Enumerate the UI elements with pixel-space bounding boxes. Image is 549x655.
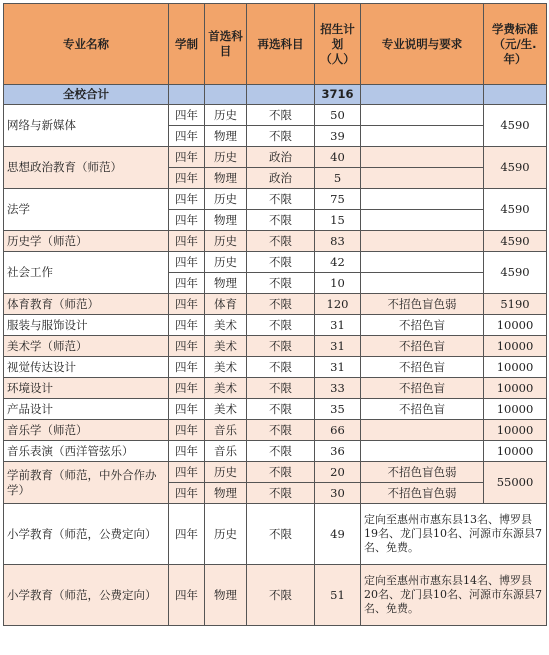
second-subject-cell: 不限 bbox=[247, 210, 315, 231]
notes-cell bbox=[361, 168, 484, 189]
first-subject-cell: 历史 bbox=[205, 147, 247, 168]
tuition-cell: 10000 bbox=[484, 357, 547, 378]
plan-cell: 33 bbox=[315, 378, 361, 399]
plan-cell: 75 bbox=[315, 189, 361, 210]
duration-cell: 四年 bbox=[169, 441, 205, 462]
second-subject-cell: 不限 bbox=[247, 189, 315, 210]
table-row bbox=[4, 231, 547, 252]
notes-cell: 不招色盲 bbox=[361, 315, 484, 336]
duration-cell: 四年 bbox=[169, 483, 205, 504]
plan-cell: 51 bbox=[315, 565, 361, 626]
table-row bbox=[4, 252, 547, 273]
first-subject-cell: 音乐 bbox=[205, 420, 247, 441]
table-row bbox=[4, 189, 547, 210]
notes-cell: 定向至惠州市惠东县13名、博罗县19名、龙门县10名、河源市东源县7名、免费。 bbox=[361, 504, 547, 565]
second-subject-cell: 不限 bbox=[247, 231, 315, 252]
notes-cell: 不招色盲 bbox=[361, 399, 484, 420]
duration-cell: 四年 bbox=[169, 105, 205, 126]
table-row bbox=[4, 315, 547, 336]
notes-cell bbox=[361, 252, 484, 273]
header-first-subject: 首选科目 bbox=[205, 4, 247, 85]
plan-cell: 10 bbox=[315, 273, 361, 294]
duration-cell: 四年 bbox=[169, 189, 205, 210]
table-row bbox=[4, 565, 547, 626]
plan-cell: 49 bbox=[315, 504, 361, 565]
header-plan: 招生计划（人） bbox=[315, 4, 361, 85]
tuition-cell: 10000 bbox=[484, 441, 547, 462]
duration-cell: 四年 bbox=[169, 378, 205, 399]
first-subject-cell: 美术 bbox=[205, 378, 247, 399]
duration-cell: 四年 bbox=[169, 357, 205, 378]
duration-cell: 四年 bbox=[169, 126, 205, 147]
second-subject-cell: 不限 bbox=[247, 378, 315, 399]
plan-cell: 36 bbox=[315, 441, 361, 462]
tuition-cell: 4590 bbox=[484, 231, 547, 252]
plan-cell: 40 bbox=[315, 147, 361, 168]
plan-cell: 83 bbox=[315, 231, 361, 252]
second-subject-cell: 政治 bbox=[247, 147, 315, 168]
tuition-cell: 55000 bbox=[484, 462, 547, 504]
duration-cell: 四年 bbox=[169, 462, 205, 483]
plan-cell: 31 bbox=[315, 336, 361, 357]
second-subject-cell: 不限 bbox=[247, 483, 315, 504]
second-subject-cell: 不限 bbox=[247, 126, 315, 147]
header-row bbox=[4, 4, 547, 85]
first-subject-cell: 美术 bbox=[205, 315, 247, 336]
table-row bbox=[4, 504, 547, 565]
duration-cell: 四年 bbox=[169, 231, 205, 252]
plan-cell: 20 bbox=[315, 462, 361, 483]
tuition-cell: 10000 bbox=[484, 399, 547, 420]
duration-cell: 四年 bbox=[169, 336, 205, 357]
notes-cell: 不招色盲 bbox=[361, 336, 484, 357]
total-value: 3716 bbox=[315, 85, 361, 105]
major-name: 社会工作 bbox=[4, 252, 169, 294]
first-subject-cell: 物理 bbox=[205, 126, 247, 147]
first-subject-cell: 历史 bbox=[205, 504, 247, 565]
duration-cell: 四年 bbox=[169, 315, 205, 336]
table-row bbox=[4, 147, 547, 168]
first-subject-cell: 美术 bbox=[205, 399, 247, 420]
notes-cell: 不招色盲色弱 bbox=[361, 483, 484, 504]
major-name: 服装与服饰设计 bbox=[4, 315, 169, 336]
major-name: 小学教育（师范，公费定向） bbox=[4, 565, 169, 626]
duration-cell: 四年 bbox=[169, 504, 205, 565]
plan-cell: 30 bbox=[315, 483, 361, 504]
table-row bbox=[4, 336, 547, 357]
table-row bbox=[4, 378, 547, 399]
plan-cell: 31 bbox=[315, 315, 361, 336]
major-name: 音乐表演（西洋管弦乐） bbox=[4, 441, 169, 462]
notes-cell bbox=[361, 231, 484, 252]
major-name: 小学教育（师范，公费定向） bbox=[4, 504, 169, 565]
tuition-cell: 4590 bbox=[484, 105, 547, 147]
header-duration: 学制 bbox=[169, 4, 205, 85]
major-name: 历史学（师范） bbox=[4, 231, 169, 252]
header-second-subject: 再选科目 bbox=[247, 4, 315, 85]
plan-cell: 50 bbox=[315, 105, 361, 126]
plan-cell: 66 bbox=[315, 420, 361, 441]
notes-cell bbox=[361, 273, 484, 294]
first-subject-cell: 物理 bbox=[205, 483, 247, 504]
table-row bbox=[4, 399, 547, 420]
second-subject-cell: 不限 bbox=[247, 105, 315, 126]
major-name: 美术学（师范） bbox=[4, 336, 169, 357]
major-name: 网络与新媒体 bbox=[4, 105, 169, 147]
notes-cell: 不招色盲 bbox=[361, 378, 484, 399]
first-subject-cell: 历史 bbox=[205, 105, 247, 126]
plan-cell: 39 bbox=[315, 126, 361, 147]
admission-plan-table bbox=[3, 3, 547, 626]
second-subject-cell: 不限 bbox=[247, 399, 315, 420]
duration-cell: 四年 bbox=[169, 147, 205, 168]
second-subject-cell: 不限 bbox=[247, 273, 315, 294]
table-row bbox=[4, 105, 547, 126]
first-subject-cell: 历史 bbox=[205, 462, 247, 483]
notes-cell: 不招色盲色弱 bbox=[361, 462, 484, 483]
major-name: 学前教育（师范，中外合作办学） bbox=[4, 462, 169, 504]
notes-cell bbox=[361, 189, 484, 210]
major-name: 音乐学（师范） bbox=[4, 420, 169, 441]
tuition-cell: 4590 bbox=[484, 252, 547, 294]
tuition-cell: 5190 bbox=[484, 294, 547, 315]
first-subject-cell: 历史 bbox=[205, 231, 247, 252]
second-subject-cell: 不限 bbox=[247, 441, 315, 462]
second-subject-cell: 不限 bbox=[247, 357, 315, 378]
table-row bbox=[4, 294, 547, 315]
notes-cell: 不招色盲 bbox=[361, 357, 484, 378]
notes-cell bbox=[361, 420, 484, 441]
duration-cell: 四年 bbox=[169, 252, 205, 273]
duration-cell: 四年 bbox=[169, 399, 205, 420]
major-name: 思想政治教育（师范） bbox=[4, 147, 169, 189]
second-subject-cell: 不限 bbox=[247, 504, 315, 565]
major-name: 法学 bbox=[4, 189, 169, 231]
tuition-cell: 10000 bbox=[484, 378, 547, 399]
duration-cell: 四年 bbox=[169, 294, 205, 315]
header-tuition: 学费标准（元/生.年） bbox=[484, 4, 547, 85]
second-subject-cell: 不限 bbox=[247, 252, 315, 273]
duration-cell: 四年 bbox=[169, 168, 205, 189]
plan-cell: 15 bbox=[315, 210, 361, 231]
duration-cell: 四年 bbox=[169, 273, 205, 294]
duration-cell: 四年 bbox=[169, 565, 205, 626]
first-subject-cell: 体育 bbox=[205, 294, 247, 315]
duration-cell: 四年 bbox=[169, 210, 205, 231]
notes-cell bbox=[361, 126, 484, 147]
major-name: 体育教育（师范） bbox=[4, 294, 169, 315]
plan-cell: 35 bbox=[315, 399, 361, 420]
plan-cell: 120 bbox=[315, 294, 361, 315]
tuition-cell: 10000 bbox=[484, 315, 547, 336]
second-subject-cell: 政治 bbox=[247, 168, 315, 189]
tuition-cell: 10000 bbox=[484, 336, 547, 357]
first-subject-cell: 物理 bbox=[205, 565, 247, 626]
major-name: 视觉传达设计 bbox=[4, 357, 169, 378]
first-subject-cell: 美术 bbox=[205, 357, 247, 378]
second-subject-cell: 不限 bbox=[247, 315, 315, 336]
table-row bbox=[4, 462, 547, 483]
plan-cell: 5 bbox=[315, 168, 361, 189]
tuition-cell: 4590 bbox=[484, 189, 547, 231]
first-subject-cell: 美术 bbox=[205, 336, 247, 357]
duration-cell: 四年 bbox=[169, 420, 205, 441]
plan-cell: 31 bbox=[315, 357, 361, 378]
first-subject-cell: 音乐 bbox=[205, 441, 247, 462]
tuition-cell: 4590 bbox=[484, 147, 547, 189]
first-subject-cell: 物理 bbox=[205, 168, 247, 189]
notes-cell bbox=[361, 210, 484, 231]
total-label: 全校合计 bbox=[4, 85, 169, 105]
major-name: 环境设计 bbox=[4, 378, 169, 399]
first-subject-cell: 历史 bbox=[205, 189, 247, 210]
first-subject-cell: 物理 bbox=[205, 210, 247, 231]
notes-cell: 不招色盲色弱 bbox=[361, 294, 484, 315]
first-subject-cell: 物理 bbox=[205, 273, 247, 294]
second-subject-cell: 不限 bbox=[247, 336, 315, 357]
header-notes: 专业说明与要求 bbox=[361, 4, 484, 85]
second-subject-cell: 不限 bbox=[247, 462, 315, 483]
total-row bbox=[4, 85, 547, 105]
table-row bbox=[4, 357, 547, 378]
second-subject-cell: 不限 bbox=[247, 565, 315, 626]
notes-cell: 定向至惠州市惠东县14名、博罗县20名、龙门县10名、河源市东源县7名、免费。 bbox=[361, 565, 547, 626]
plan-cell: 42 bbox=[315, 252, 361, 273]
first-subject-cell: 历史 bbox=[205, 252, 247, 273]
notes-cell bbox=[361, 441, 484, 462]
notes-cell bbox=[361, 147, 484, 168]
table-row bbox=[4, 420, 547, 441]
tuition-cell: 10000 bbox=[484, 420, 547, 441]
second-subject-cell: 不限 bbox=[247, 420, 315, 441]
second-subject-cell: 不限 bbox=[247, 294, 315, 315]
major-name: 产品设计 bbox=[4, 399, 169, 420]
notes-cell bbox=[361, 105, 484, 126]
table-row bbox=[4, 441, 547, 462]
header-major-name: 专业名称 bbox=[4, 4, 169, 85]
